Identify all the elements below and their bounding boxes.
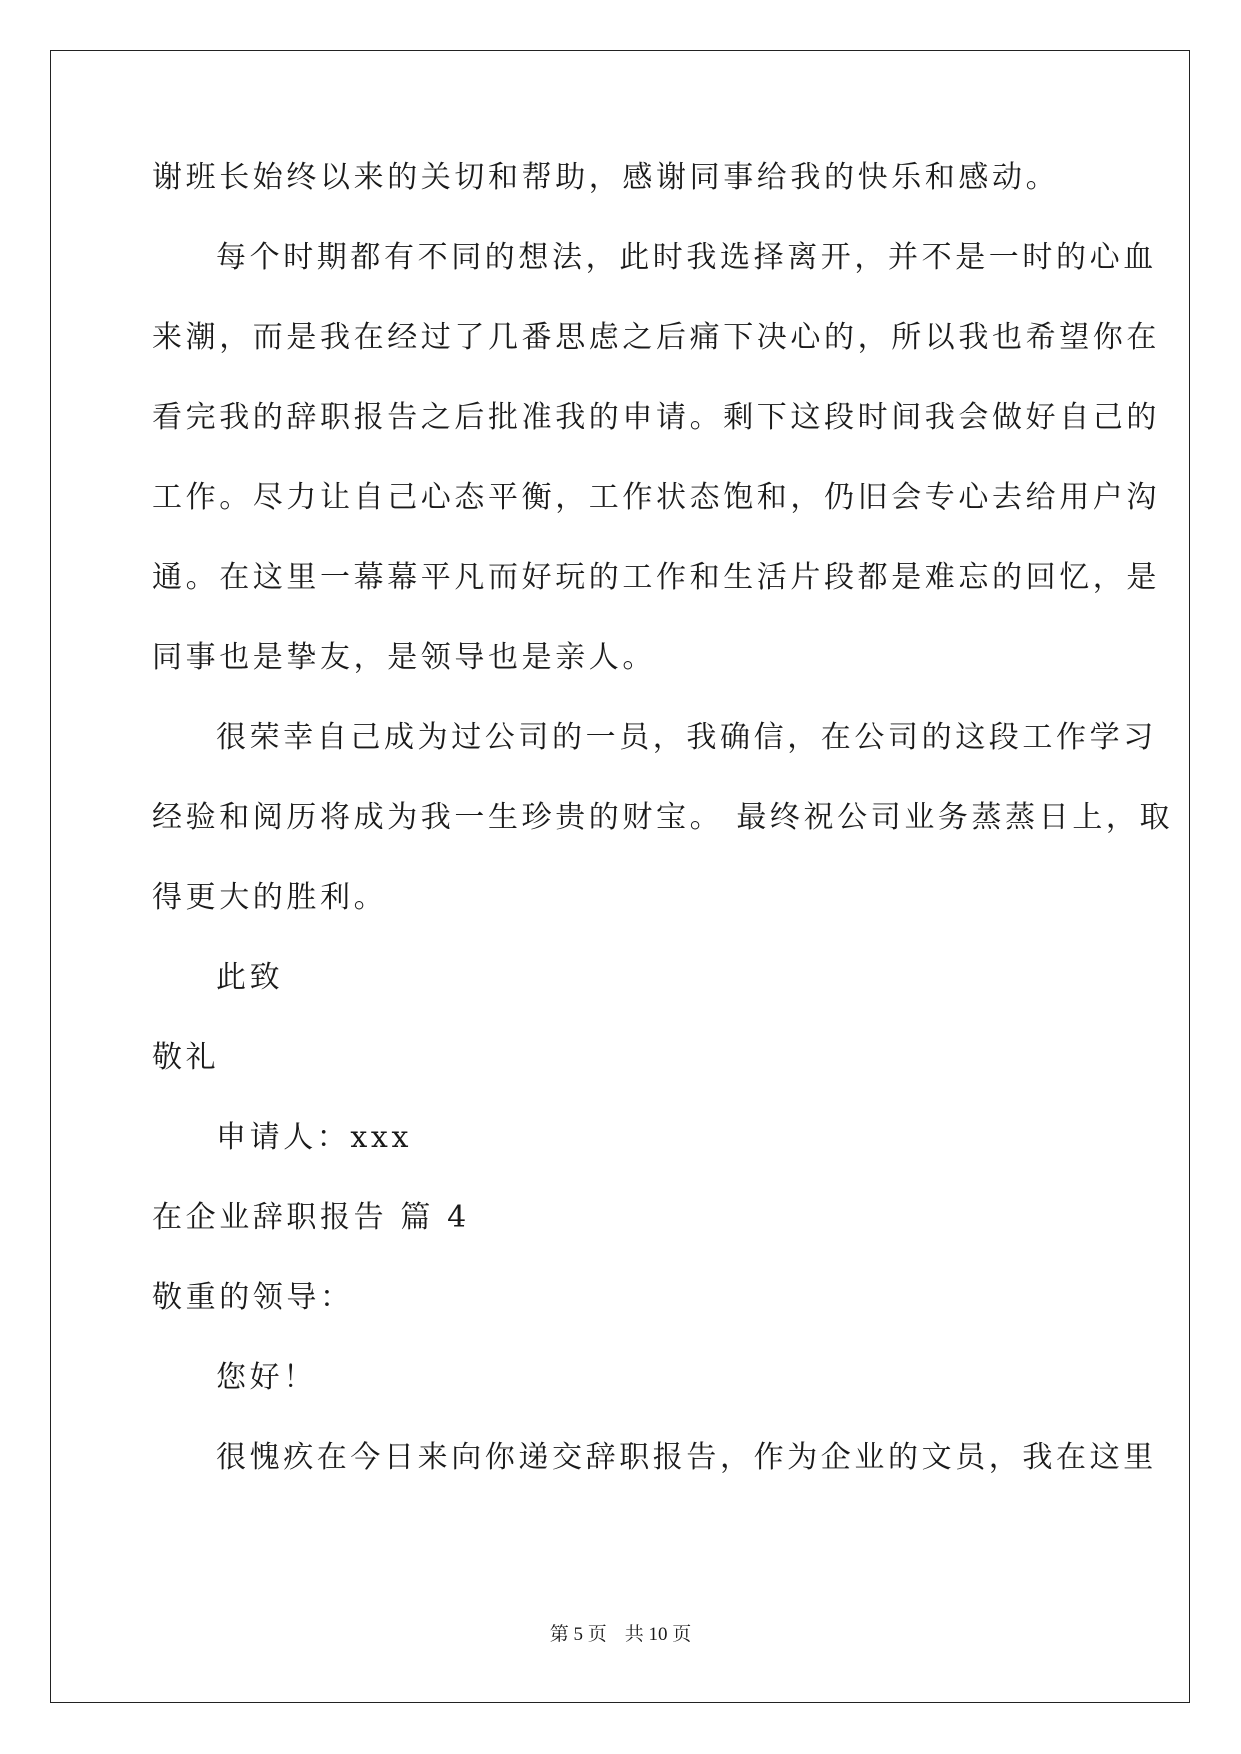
paragraph-line: 很荣幸自己成为过公司的一员，我确信，在公司的这段工作学习 [216,720,1157,755]
applicant-signature: 申请人：xxx [216,1120,412,1155]
letter-greeting: 敬重的领导： [152,1280,354,1315]
paragraph-line: 来潮，而是我在经过了几番思虑之后痛下决心的，所以我也希望你在 [152,320,1160,355]
paragraph-line: 经验和阅历将成为我一生珍贵的财宝。 最终祝公司业务蒸蒸日上，取 [152,800,1174,835]
paragraph-line: 工作。尽力让自己心态平衡，工作状态饱和，仍旧会专心去给用户沟 [152,480,1160,515]
page-total: 共 10 页 [624,1624,692,1645]
page-number: 第 5 页 [549,1624,607,1645]
paragraph-line: 同事也是挚友，是领导也是亲人。 [152,640,656,675]
page-footer [0,1623,1241,1647]
closing-salutation: 此致 [216,960,284,995]
paragraph-line: 每个时期都有不同的想法，此时我选择离开，并不是一时的心血 [216,240,1157,275]
paragraph-line: 很愧疚在今日来向你递交辞职报告，作为企业的文员，我在这里 [216,1440,1157,1475]
closing-regards: 敬礼 [152,1040,220,1075]
paragraph-line: 通。在这里一幕幕平凡而好玩的工作和生活片段都是难忘的回忆，是 [152,560,1160,595]
paragraph-line: 看完我的辞职报告之后批准我的申请。剩下这段时间我会做好自己的 [152,400,1160,435]
paragraph-line: 谢班长始终以来的关切和帮助，感谢同事给我的快乐和感动。 [152,160,1060,195]
letter-salutation: 您好！ [216,1360,317,1395]
section-heading: 在企业辞职报告 篇 4 [152,1200,470,1235]
paragraph-line: 得更大的胜利。 [152,880,388,915]
